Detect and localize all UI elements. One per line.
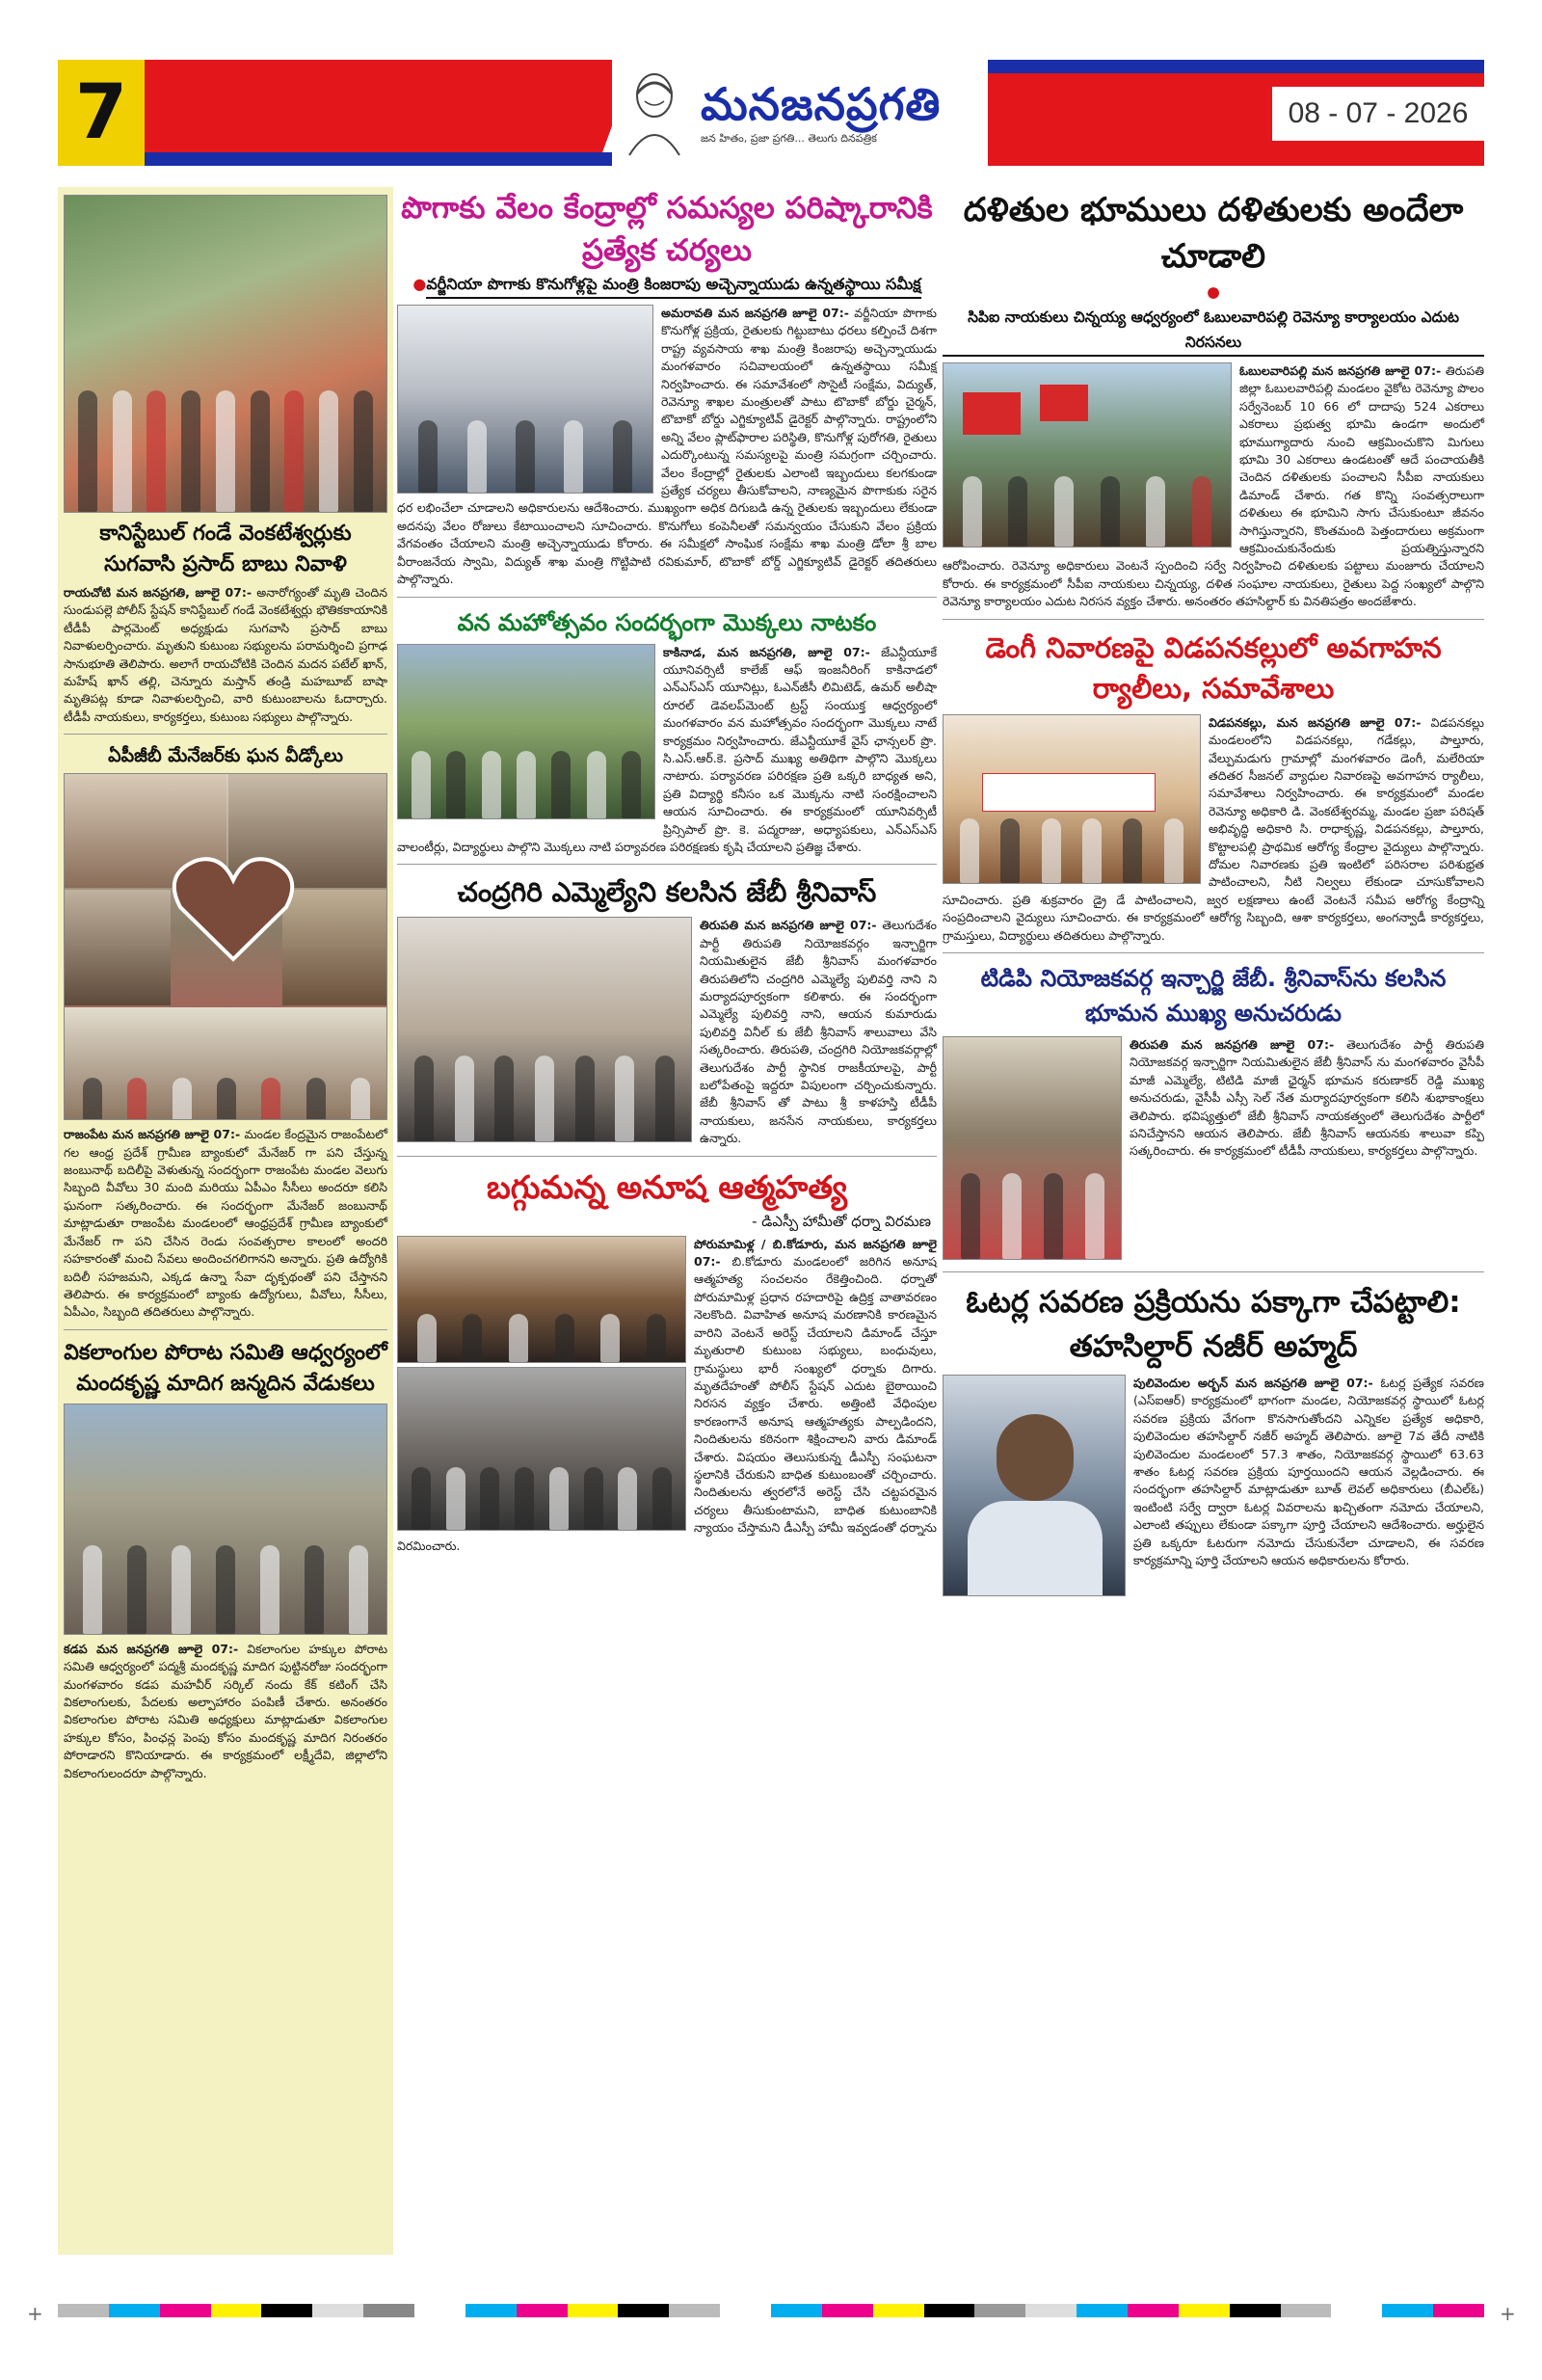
article-headline: వన మహోత్సవం సందర్భంగా మొక్కలు నాటకం	[457, 608, 877, 636]
article-body	[64, 584, 387, 726]
article-dateline: ఓబులవారిపల్లి మన జనప్రగతి జూలై 07:-	[1239, 363, 1442, 378]
heart-frame-icon	[171, 851, 296, 967]
article-text: విడపనకల్లు మండలంలోని విడపనకల్లు, గడేకల్లు, పాల్తూరు, వేల్పుమడుగు గ్రామాల్లో మంగళవారం డెంగీ, మలేరియా తదితర సీజనల్ వ్యాధుల నివారణపై అవగాహన ర్యాలీలు, సమావేశాలు నిర్వహించారు. ఈ కార్యక్రమంలో మండల రెవెన్యూ అధికారి డి. వెంకటేశ్వరమ్మ, మండల ప్రజా పరిషత్ అభివృద్ధి అధికారి సి. రాధాకృష్ణ, విడపనకల్లు, పాల్తూరు, కొట్టాలపల్లి ప్రాథమిక ఆరోగ్య కేంద్రాల వైద్యులు పాల్గొన్నారు. దోమల నివారణకు ప్రతి ఇంటిలో పరిసరాల పరిశుభ్రత పాటించాలని, నీటి నిల్వలు లేకుండా చూసుకోవాలని సూచించారు. ప్రతి శుక్రవారం డ్రై డే పాటించాలని, జ్వర లక్షణాలు ఉంటే వెంటనే సమీప ఆరోగ్య కేంద్రాన్ని సంప్రదించాలని వైద్యులు సూచించారు. ఈ కార్యక్రమంలో ఆరోగ్య సిబ్బంది, ఆశా కార్యకర్తలు, అంగన్వాడీ కార్యకర్తలు, గ్రామస్తులు, విద్యార్థులు తదితరులు పాల్గొన్నారు.	[943, 714, 1484, 943]
portrait-shirt	[968, 1501, 1103, 1596]
divider	[397, 597, 937, 598]
article-photo	[943, 362, 1232, 548]
article-photo-collage	[64, 773, 387, 1120]
article-dalit-lands	[943, 187, 1484, 611]
page-number-box	[58, 60, 145, 166]
article-dateline: కడప మన జనప్రగతి జూలై 07:-	[64, 1641, 239, 1656]
collage-photo	[282, 890, 387, 1005]
article-headline: టిడిపి నియోజకవర్గ ఇన్చార్జి జేబీ. శ్రీనివాస్‌ను కలసిన భూమన ముఖ్య అనుచరుడు	[980, 964, 1447, 1027]
article-headline: పొగాకు వేలం కేంద్రాల్లో సమస్యల పరిష్కారానికి ప్రత్యేక చర్యలు	[401, 191, 933, 268]
article-text: అనారోగ్యంతో మృతి చెందిన సుండుపల్లె పోలీస్ స్టేషన్ కానిస్టేబుల్ గండే వెంకటేశ్వర్లు భౌతికకాయానికి టీడీపీ పార్లమెంట్ అధ్యక్షుడు సుగవాసి ప్రసాద్ బాబు నివాళులర్పించారు. మృతుని కుటుంబ సభ్యులను పరామర్శించి ప్రగాఢ సానుభూతి తెలిపారు. అలాగే రాయచోటికి చెందిన మదన పటేల్ ఖాన్, మహేష్ ఖాన్ తల్లి, చెన్నూరు మస్తాన్ తండ్రి మహబూబ్ బాషా మృతిపట్ల కూడా నివాళులర్పించి, వారి కుటుంబాలను ఓదార్చారు. టీడీపీ నాయకులు, కార్యకర్తలు, కుటుంబ సభ్యులు పాల్గొన్నారు.	[64, 585, 387, 724]
article-dateline: కాకినాడ, మన జనప్రగతి, జూలై 07:-	[663, 644, 870, 659]
article-dateline: విడపనకల్లు, మన జనప్రగతి జూలై 07:-	[1209, 714, 1422, 730]
article-body	[64, 1126, 387, 1321]
article-headline: ఓటర్ల సవరణ ప్రక్రియను పక్కాగా చేపట్టాలి: తహసిల్దార్ నజీర్ అహ్మద్	[966, 1284, 1461, 1364]
article-headline: చంద్రగిరి ఎమ్మెల్యేని కలసిన జేబీ శ్రీనివాస్	[457, 876, 877, 909]
red-flag-icon	[1040, 385, 1088, 421]
registration-cross-icon: +	[1500, 2302, 1516, 2325]
red-flag-icon	[963, 392, 1021, 435]
article-dateline: పోరుమామిళ్ల / బి.కోడూరు, మన జనప్రగతి జూలై 07:-	[694, 1236, 937, 1270]
article-photo	[64, 1404, 387, 1635]
masthead	[58, 60, 1484, 166]
collage-photo	[65, 1007, 387, 1120]
article-headline: దళితుల భూములు దళితులకు అందేలా చూడాలి	[963, 191, 1464, 276]
article-text: తెలుగుదేశం పార్టీ తిరుపతి నియోజకవర్గ ఇన్చార్జిగా నియమితులైన జేబీ శ్రీనివాస్ ను మంగళవారం వైసీపీ మాజీ ఎమ్మెల్యే, టిటిడి మాజీ ఛైర్మన్ భూమన కరుణాకర్ రెడ్డి ముఖ్య అనుచరుడు, వైసీపీ ఎస్సీ సెల్ నేత మర్యాదపూర్వకంగా కలిసి శుభాకాంక్షలు తెలిపారు. భవిష్యత్తులో జేబీ శ్రీనివాస్ నాయకత్వంలో తెలుగుదేశం పార్టీలో పనిచేస్తానని ఆయన తెలిపారు. జేబీ శ్రీనివాస్ ఆయనకు శాలువా కప్పి సత్కరించారు. ఈ కార్యక్రమంలో టీడీపీ నాయకులు, కార్యకర్తలు పాల్గొన్నారు.	[1130, 1036, 1484, 1159]
article-photo	[397, 644, 655, 819]
article-photo-portrait	[943, 1375, 1126, 1596]
divider	[397, 864, 937, 865]
right-column	[943, 187, 1484, 1600]
divider	[943, 952, 1484, 953]
registration-cross-icon: +	[27, 2302, 43, 2325]
divider	[397, 1156, 937, 1157]
article-photo	[397, 917, 692, 1142]
article-text: వర్జీనియా పొగాకు కొనుగోళ్ల ప్రక్రియ, రైతులకు గిట్టుబాటు ధరలు కల్పించే దిశగా రాష్ట్ర వ్యవసాయ శాఖ మంత్రి కింజరాపు అచ్చెన్నాయుడు మంగళవారం సచివాలయంలో ఉన్నతస్థాయి సమీక్ష నిర్వహించారు. ఈ సమావేశంలో సొసైటీ సంక్షేమ, విద్యుత్, రెవెన్యూ శాఖల మంత్రులతో పాటు టొబాకో బోర్డు చైర్మన్, టొబాకో బోర్డు ఎగ్జిక్యూటివ్ డైరెక్టర్ పాల్గొన్నారు. రాష్ట్రంలోని అన్ని వేలం ప్లాట్‌ఫారాల పరిస్థితి, కొనుగోళ్ల పురోగతి, రైతులు ఎదుర్కొంటున్న సమస్యలపై మంత్రి సమగ్రంగా చర్చించారు. వేలం కేంద్రాల్లో రైతులకు ఎలాంటి ఇబ్బందులు కలగకుండా ప్రత్యేక చర్యలు తీసుకోవాలని, నాణ్యమైన పొగాకుకు సరైన ధర లభించేలా చూడాలని అధికారులను ఆదేశించారు. ముఖ్యంగా అధిక దిగుబడి ఉన్న రైతులకు ఇబ్బందులు లేకుండా అదనపు వేలం రోజులు కేటాయించాలని సూచించారు. కొనుగోలు కంపెనీలతో సమన్వయం చేసుకుని వేలం ప్రక్రియ వేగవంతం చేయాలని మంత్రి అచ్చెన్నాయుడు కోరారు. ఈ సమీక్షలో సాంఘిక సంక్షేమ శాఖ మంత్రి డోలా శ్రీ బాల వీరాంజనేయ స్వామి, విద్యుత్ శాఖ మంత్రి గొట్టిపాటి రవికుమార్, టొబాకో బోర్డ్ ఎగ్జిక్యూటివ్ డైరెక్టర్ తదితరులు పాల్గొన్నారు.	[397, 306, 937, 587]
article-dateline: రాయచోటి మన జనప్రగతి, జూలై 07:-	[64, 585, 253, 600]
article-subheadline: ●వర్జీనియా పొగాకు కొనుగోళ్లపై మంత్రి కింజరాపు అచ్చెన్నాయుడు ఉన్నతస్థాయి సమీక్ష	[397, 272, 937, 299]
article-mandakrishna-birthday	[64, 1338, 387, 1782]
article-headline: ఏపీజీబీ మేనేజర్‌కు ఘన వీడ్కోలు	[108, 745, 343, 767]
article-photo	[943, 714, 1201, 884]
collage-photo	[65, 890, 171, 1005]
article-bank-manager-farewell	[64, 742, 387, 1321]
newspaper-title: మనజనప్రగతి	[701, 78, 942, 130]
page-number: 7	[74, 69, 128, 156]
bullet-icon: ●	[412, 275, 427, 293]
article-dateline: తిరుపతి మన జనప్రగతి జూలై 07:-	[1130, 1036, 1335, 1052]
article-headline: డెంగీ నివారణపై విడపనకల్లులో అవగాహన ర్యాలీలు, సమావేశాలు	[985, 630, 1442, 705]
article-constable-tribute	[64, 195, 387, 726]
article-photo	[943, 1036, 1122, 1260]
article-byline: - డిఎస్పీ హామీతో ధర్నా విరమణ	[752, 1212, 931, 1230]
article-body	[64, 1641, 387, 1782]
article-headline: బగ్గుమన్న అనూష ఆత్మహత్య	[487, 1167, 847, 1206]
divider	[64, 1329, 387, 1330]
article-dateline: పులివెందుల అర్బన్ మన జనప్రగతి జూలై 07:-	[1133, 1375, 1373, 1390]
issue-date: 08 - 07 - 2026	[1288, 97, 1469, 129]
article-headline: కానిస్టేబుల్ గండే వెంకటేశ్వర్లుకు సుగవాసి ప్రసాద్ బాబు నివాళి	[99, 521, 352, 576]
article-text: తిరుపతి జిల్లా ఓబులవారిపల్లి మండలం వైకోట రెవెన్యూ పొలం సర్వేనెంబర్ 10 66 లో దాదాపు 524 ఎకరాలు ఎకరాలు ప్రభుత్వ భూమి ఉండగా అందులో భూముగ్యాదారు నుంచి ఆక్రమించుకొని మిగులు భూమి 30 ఎకరాలు ఉండటంతో ఆదే పంచాయతీకి చెందిన దళితులకు పంచాలని సీపీఐ నాయకులు డిమాండ్ చేశారు. గత కొన్ని సంవత్సరాలుగా దళితులు ఈ భూమిని సాగు చేసుకుంటూ జీవనం సాగిస్తున్నారని, కొంతమంది పెత్తందారులు అక్రమంగా ఆక్రమించుకునేందుకు ప్రయత్నిస్తున్నారని ఆరోపించారు. రెవెన్యూ అధికారులు వెంటనే స్పందించి సర్వే నిర్వహించి దళితులకు పట్టాలు మంజూరు చేయాలని కోరారు. ఈ కార్యక్రమంలో సీపీఐ నాయకులు చిన్నయ్య, దళిత సంఘాల నాయకులు, రైతులు పెద్ద సంఖ్యలో పాల్గొని రెవెన్యూ కార్యాలయం ఎదుట నిరసన వ్యక్తం చేశారు. అనంతరం తహసిల్దార్ కు వినతిపత్రం అందజేశారు.	[943, 363, 1484, 609]
divider	[64, 734, 387, 735]
article-subheadline: ●సిపిఐ నాయకులు చిన్నయ్య ఆధ్వర్యంలో ఓబులవారిపల్లి రెవెన్యూ కార్యాలయం ఎదుట నిరసనలు	[943, 280, 1484, 357]
left-column	[58, 187, 393, 2255]
article-chandragiri-mla	[397, 872, 937, 1147]
article-text: జేఎన్టీయూకే యూనివర్సిటీ కాలేజ్ ఆఫ్ ఇంజనీరింగ్ కాకినాడలో ఎన్ఎస్ఎస్ యూనిట్లు, ఓఎన్‌జీసీ లిమిటెడ్, ఉమర్ అలీషా రూరల్ డెవలప్‌మెంట్ ట్రస్ట్ సంయుక్త ఆధ్వర్యంలో మంగళవారం వన మహోత్సవం సందర్భంగా మొక్కలు నాటే కార్యక్రమం నిర్వహించారు. జేఎన్టీయూకే వైస్ ఛాన్సలర్ ప్రొ. సి.ఎస్.ఆర్.కె. ప్రసాద్ ముఖ్య అతిథిగా పాల్గొని మొక్కలు నాటారు. పర్యావరణ పరిరక్షణ ప్రతి ఒక్కరి బాధ్యత అని, ప్రతి విద్యార్థి కనీసం ఒక మొక్కను నాటి సంరక్షించాలని ఆయన సూచించారు. ఈ కార్యక్రమంలో యూనివర్సిటీ ప్రిన్సిపాల్ ప్రొ. కె. పద్మరాజు, అధ్యాపకులు, ఎన్ఎస్ఎస్ వాలంటీర్లు, విద్యార్థులు పాల్గొని మొక్కలు నాటి పర్యావరణ పరిరక్షణకు కృషి చేయాలని ప్రతిజ్ఞ చేశారు.	[397, 644, 937, 854]
newspaper-tagline: జన హితం, ప్రజా ప్రగతి... తెలుగు దినపత్రిక	[701, 132, 877, 145]
print-registration-bar	[58, 2304, 1484, 2317]
article-dateline: అమరావతి మన జనప్రగతి జూలై 07:-	[661, 306, 849, 320]
founder-portrait-icon	[616, 67, 693, 159]
article-text: బి.కోడూరు మండలంలో జరిగిన అనూష ఆత్మహత్య సంచలనం రేకెత్తించింది. ధర్నాతో పోరుమామిళ్ల ప్రధాన రహదారిపై ఉద్రిక్త వాతావరణం నెలకొంది. వివాహిత అనూష మరణానికి కారణమైన వారిని వెంటనే అరెస్ట్ చేయాలని డిమాండ్ చేస్తూ మృతురాలి కుటుంబ సభ్యులు, బంధువులు, గ్రామస్థులు భారీ సంఖ్యలో ధర్నాకు దిగారు. మృతదేహంతో పోలీస్ స్టేషన్ ఎదుట బైఠాయించి నిరసన వ్యక్తం చేశారు. అత్తింటి వేధింపుల కారణంగానే అనూష ఆత్మహత్యకు పాల్పడిందని, నిందితులను కఠినంగా శిక్షించాలని వారు డిమాండ్ చేశారు. విషయం తెలుసుకున్న డీఎస్పీ సంఘటనా స్థలానికి చేరుకుని బాధిత కుటుంబంతో చర్చించారు. నిందితులను త్వరలోనే అరెస్ట్ చేసి చట్టపరమైన చర్యలు తీసుకుంటామని, బాధిత కుటుంబానికి న్యాయం చేస్తామని డీఎస్పీ హామీ ఇవ్వడంతో ధర్నాను విరమించారు.	[397, 1254, 937, 1553]
masthead-blue-band-right	[944, 60, 1484, 73]
divider	[943, 619, 1484, 620]
issue-date-box	[1272, 87, 1484, 141]
article-photo	[397, 1367, 686, 1531]
article-dateline: రాజంపేట మన జనప్రగతి జూలై 07:-	[64, 1127, 241, 1142]
article-photo	[64, 195, 387, 513]
article-photo	[397, 305, 653, 494]
article-vana-mahotsavam	[397, 605, 937, 857]
article-tobacco-auction	[397, 187, 937, 589]
article-text: ఓటర్ల ప్రత్యేక సవరణ (ఎస్ఐఆర్) కార్యక్రమంలో భాగంగా మండల, నియోజకవర్గ స్థాయిలో ఓటర్ల సవరణ ప్రక్రియ వేగంగా కొనసాగుతోందని ఎన్నికల ప్రత్యేక అధికారి, పులివెందుల తహసిల్దార్ నజీర్ అహ్మద్ తెలిపారు. జూలై 7వ తేదీ నాటికి పులివెందుల మండలంలో 57.3 శాతం, నియోజకవర్గ స్థాయిలో 63.63 శాతం ఓటర్ల సవరణ ప్రక్రియ పూర్తయిందని ఆయన వెల్లడించారు. ఈ సందర్భంగా తహసిల్దార్ మాట్లాడుతూ బూత్ లెవల్ అధికారులు (బీఎల్ఓ) ఇంటింటి సర్వే ద్వారా ఓటర్ల వివరాలను ఖచ్చితంగా నమోదు చేయాలని, ఎలాంటి తప్పులు లేకుండా పక్కాగా పూర్తి చేయాలని ఆదేశించారు. అర్హులైన ప్రతి ఒక్కరూ ఓటరుగా నమోదు చేసుకునేలా చూడాలని, ఈ సవరణ కార్యక్రమాన్ని పూర్తి చేయాలని ఆయన అధికారులను కోరారు.	[1133, 1375, 1484, 1568]
article-text: వికలాంగుల హక్కుల పోరాట సమితి ఆధ్వర్యంలో పద్మశ్రీ మందకృష్ణ మాదిగ పుట్టినరోజు సందర్భంగా మంగళవారం కడప మహవీర్ సర్కిల్ నందు కేక్ కటింగ్ చేసి వికలాంగులకు, పేదలకు అల్పాహారం పంపిణీ చేశారు. అనంతరం వికలాంగుల పోరాట సమితి అధ్యక్షులు మాట్లాడుతూ వికలాంగుల హక్కుల కోసం, పింఛన్ల పెంపు కోసం మందకృష్ణ మాదిగ నిరంతరం పోరాడారని కొనియాడారు. ఈ కార్యక్రమంలో లక్ష్మీదేవి, జిల్లాలోని వికలాంగులందరూ పాల్గొన్నారు.	[64, 1641, 387, 1780]
middle-column	[397, 187, 937, 1555]
article-dateline: తిరుపతి మన జనప్రగతి జూలై 07:-	[700, 918, 877, 933]
portrait-head	[997, 1414, 1074, 1501]
article-bhumana-follower	[943, 961, 1484, 1264]
article-anusha-suicide	[397, 1164, 937, 1555]
article-dengue-awareness	[943, 628, 1484, 945]
article-text: తెలుగుదేశం పార్టీ తిరుపతి నియోజకవర్గం ఇన్చార్జిగా నియమితులైన జేబీ శ్రీనివాస్ మంగళవారం తిరుపతిలోని చంద్రగిరి ఎమ్మెల్యే పులివర్తి నాని ని మర్యాదపూర్వకంగా కలిశారు. ఈ సందర్భంగా ఎమ్మెల్యే పులివర్తి నాని, ఆయన కుమారుడు పులివర్తి వినీల్ కు జేబీ శ్రీనివాస్ శాలువాలు వేసి సత్కరించారు. తిరుపతి, చంద్రగిరి నియోజకవర్గాల్లో తెలుగుదేశం పార్టీ స్థానిక రాజకీయాలపై, పార్టీ బలోపేతంపై ఇద్దరూ విపులంగా చర్చించుకున్నారు. జేబీ శ్రీనివాస్ తో పాటు శ్రీ కాళహస్తి టీడీపీ నాయకులు, జనసేన నాయకులు, కార్యకర్తలు ఉన్నారు.	[700, 918, 937, 1146]
article-photo	[397, 1236, 686, 1363]
masthead-blue-band-left	[58, 152, 636, 166]
article-photo-stack	[397, 1236, 686, 1531]
article-headline: వికలాంగుల పోరాట సమితి ఆధ్వర్యంలో మందకృష్ణ మాదిగ జన్మదిన వేడుకలు	[64, 1340, 387, 1396]
divider	[943, 1271, 1484, 1272]
bullet-icon: ●	[1207, 283, 1220, 301]
article-text: మండల కేంద్రమైన రాజంపేటలో గల ఆంధ్ర ప్రదేశ్ గ్రామీణ బ్యాంకులో మేనేజర్ గా పని చేస్తున్న జంబునాథ్ బదిలీపై వెళుతున్న సందర్భంగా రాజంపేట మండల వెలుగు సిబ్బంది వీవోలు 30 మంది మరియు ఏపీఎం సీసీలు అందరూ కలిసి ఘనంగా సత్కరించారు. ఈ సందర్భంగా మేనేజర్ జంబునాథ్ మాట్లాడుతూ రాజంపేట మండలంలో ఆంధ్రప్రదేశ్ గ్రామీణ బ్యాంకులో మేనేజర్ గా పని చేసిన రెండు సంవత్సరాల కాలంలో అందరి సహకారంతో మంచి సేవలు అందించగలిగానని అన్నారు. ప్రతి ఉద్యోగికి బదిలీ సహజమని, ఎక్కడ ఉన్నా సేవా దృక్పథంతో పని చేస్తానని తెలిపారు. ఈ కార్యక్రమంలో బ్యాంకు ఉద్యోగులు, వీవోలు, సీసీలు, ఏపీఎం, సిబ్బంది తదితరులు పాల్గొన్నారు.	[64, 1127, 387, 1320]
newspaper-logo	[612, 60, 988, 166]
article-voter-revision	[943, 1280, 1484, 1600]
